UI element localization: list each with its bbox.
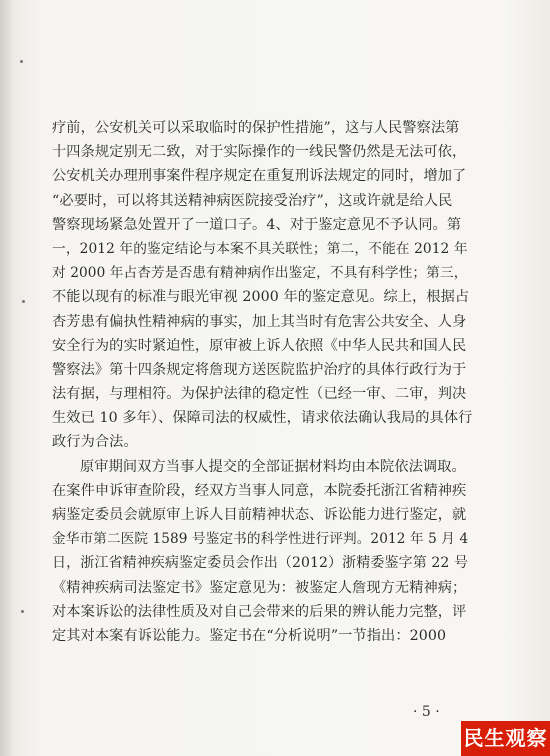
scan-shadow-edge	[0, 0, 14, 756]
scan-speck	[20, 60, 23, 63]
text-line: 日，浙江省精神疾病鉴定委员会作出（2012）浙精委鉴字第 22 号	[52, 555, 469, 572]
text-line: 杏芳患有偏执性精神病的事实，加上其当时有危害公共安全、人身	[52, 313, 467, 330]
text-line: 一，2012 年的鉴定结论与本案不具关联性；第二，不能在 2012 年	[52, 240, 468, 257]
text-line: “必要时，可以将其送精神病医院接受治疗”，这或许就是给人民	[52, 192, 453, 209]
paragraph-1	[52, 116, 472, 455]
document-body	[52, 116, 472, 648]
text-line: 公安机关办理刑事案件程序规定在重复刑诉法规定的同时，增加了	[52, 168, 467, 185]
text-line: 警察法》第十四条规定将詹现方送医院监护治疗的具体行政行为于	[52, 361, 467, 378]
scan-speck	[21, 610, 24, 613]
text-line: 定其对本案有诉讼能力。鉴定书在“分析说明”一节指出：2000	[52, 627, 447, 644]
text-line: 政行为合法。	[52, 434, 138, 451]
scan-speck	[22, 300, 25, 303]
text-line: 生效已 10 多年）、保障司法的权威性，请求依法确认我局的具体行	[52, 410, 473, 427]
text-line: 不能以现有的标准与眼光审视 2000 年的鉴定意见。综上，根据占	[52, 289, 470, 306]
page-number: · 5 ·	[413, 704, 440, 720]
text-line: 病鉴定委员会就原审上诉人目前精神状态、诉讼能力进行鉴定，就	[52, 507, 467, 523]
text-line: 对本案诉讼的法律性质及对自己会带来的后果的辨认能力完整，评	[52, 603, 467, 620]
text-line: 金华市第二医院 1589 号鉴定书的科学性进行评判。2012 年 5 月 4	[52, 531, 469, 548]
text-line: 安全行为的实时紧迫性，原审被上诉人依照《中华人民共和国人民	[52, 337, 467, 354]
text-line: 疗前，公安机关可以采取临时的保护性措施”，这与人民警察法第	[52, 120, 460, 136]
text-line: 警察现场紧急处置开了一道口子。4、对于鉴定意见不予认同。第	[52, 216, 462, 233]
paragraph-2	[52, 455, 472, 649]
text-line: 在案件申诉审查阶段，经双方当事人同意，本院委托浙江省精神疾	[52, 482, 467, 499]
text-line: 原审期间双方当事人提交的全部证据材料均由本院依法调取。	[80, 458, 466, 475]
text-line: 十四条规定别无二致，对于实际操作的一线民警仍然是无法可依，	[52, 144, 467, 161]
text-line: 法有据，与理相符。为保护法律的稳定性（已经一审、二审，判决	[52, 386, 467, 403]
text-line: 对 2000 年占杏芳是否患有精神病作出鉴定，不具有科学性；第三，	[52, 265, 468, 282]
text-line: 《精神疾病司法鉴定书》鉴定意见为：被鉴定人詹现方无精神病；	[52, 579, 467, 596]
watermark-logo: 民生观察	[461, 721, 550, 756]
